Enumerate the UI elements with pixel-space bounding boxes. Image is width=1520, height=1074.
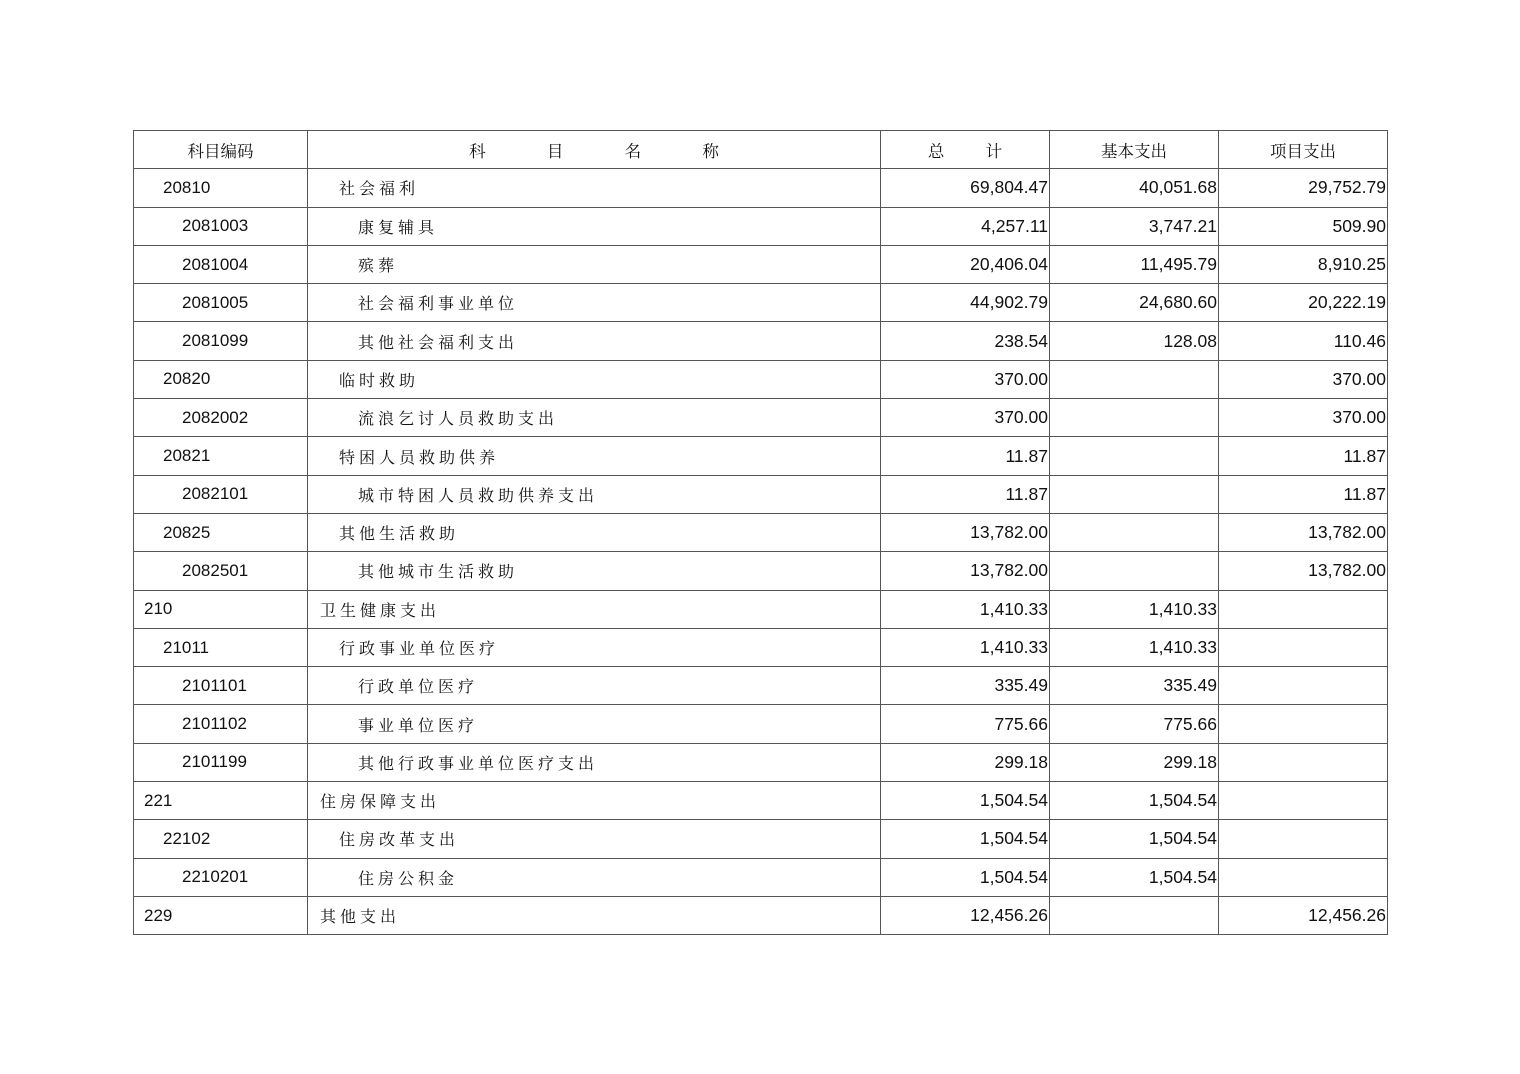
- row-name: 其他社会福利支出: [308, 322, 881, 360]
- row-total: 1,410.33: [881, 628, 1050, 666]
- table-row: [134, 360, 1388, 398]
- row-name: 殡葬: [308, 245, 881, 283]
- header-basic: 基本支出: [1050, 131, 1219, 169]
- table-row: [134, 475, 1388, 513]
- row-total: 12,456.26: [881, 896, 1050, 934]
- header-project: 项目支出: [1219, 131, 1388, 169]
- row-project: 13,782.00: [1219, 552, 1388, 590]
- row-name: 卫生健康支出: [308, 590, 881, 628]
- table-row: [134, 399, 1388, 437]
- row-basic: 1,504.54: [1050, 782, 1219, 820]
- row-code: 2082101: [134, 475, 308, 513]
- table-row: [134, 667, 1388, 705]
- row-total: 775.66: [881, 705, 1050, 743]
- row-total: 13,782.00: [881, 552, 1050, 590]
- row-basic: [1050, 475, 1219, 513]
- table-row: [134, 169, 1388, 207]
- row-code: 22102: [134, 820, 308, 858]
- table-row: [134, 552, 1388, 590]
- row-total: 1,504.54: [881, 858, 1050, 896]
- row-project: 11.87: [1219, 437, 1388, 475]
- row-basic: 40,051.68: [1050, 169, 1219, 207]
- row-total: 1,410.33: [881, 590, 1050, 628]
- row-project: [1219, 590, 1388, 628]
- row-project: 20,222.19: [1219, 284, 1388, 322]
- table-row: [134, 245, 1388, 283]
- row-project: 509.90: [1219, 207, 1388, 245]
- table-row: [134, 628, 1388, 666]
- row-project: 11.87: [1219, 475, 1388, 513]
- row-code: 2081099: [134, 322, 308, 360]
- row-total: 335.49: [881, 667, 1050, 705]
- row-name: 临时救助: [308, 360, 881, 398]
- row-name: 其他行政事业单位医疗支出: [308, 743, 881, 781]
- row-code: 20810: [134, 169, 308, 207]
- table-row: [134, 513, 1388, 551]
- row-basic: [1050, 896, 1219, 934]
- row-total: 13,782.00: [881, 513, 1050, 551]
- table-header: [134, 131, 1388, 169]
- row-name: 住房改革支出: [308, 820, 881, 858]
- row-total: 370.00: [881, 360, 1050, 398]
- row-name: 行政单位医疗: [308, 667, 881, 705]
- row-code: 2081003: [134, 207, 308, 245]
- row-basic: 1,504.54: [1050, 820, 1219, 858]
- row-name: 城市特困人员救助供养支出: [308, 475, 881, 513]
- row-name: 其他生活救助: [308, 513, 881, 551]
- budget-expenditure-table: [133, 130, 1388, 935]
- row-code: 2081004: [134, 245, 308, 283]
- row-code: 20821: [134, 437, 308, 475]
- row-basic: 1,410.33: [1050, 628, 1219, 666]
- row-project: [1219, 705, 1388, 743]
- row-project: 110.46: [1219, 322, 1388, 360]
- row-basic: [1050, 360, 1219, 398]
- row-name: 事业单位医疗: [308, 705, 881, 743]
- header-row: [134, 131, 1388, 169]
- table-row: [134, 437, 1388, 475]
- row-name: 住房保障支出: [308, 782, 881, 820]
- row-project: [1219, 743, 1388, 781]
- table-row: [134, 896, 1388, 934]
- row-project: 29,752.79: [1219, 169, 1388, 207]
- row-code: 2101101: [134, 667, 308, 705]
- row-total: 11.87: [881, 437, 1050, 475]
- row-name: 特困人员救助供养: [308, 437, 881, 475]
- table-row: [134, 858, 1388, 896]
- row-basic: 3,747.21: [1050, 207, 1219, 245]
- table-body: [134, 169, 1388, 935]
- row-project: [1219, 820, 1388, 858]
- row-name: 康复辅具: [308, 207, 881, 245]
- row-code: 2101102: [134, 705, 308, 743]
- row-code: 210: [134, 590, 308, 628]
- row-total: 1,504.54: [881, 782, 1050, 820]
- row-basic: 299.18: [1050, 743, 1219, 781]
- row-basic: 775.66: [1050, 705, 1219, 743]
- header-code: 科目编码: [134, 131, 308, 169]
- row-name: 流浪乞讨人员救助支出: [308, 399, 881, 437]
- row-total: 238.54: [881, 322, 1050, 360]
- row-total: 44,902.79: [881, 284, 1050, 322]
- row-basic: 1,504.54: [1050, 858, 1219, 896]
- row-code: 20820: [134, 360, 308, 398]
- row-total: 4,257.11: [881, 207, 1050, 245]
- row-code: 2210201: [134, 858, 308, 896]
- row-code: 21011: [134, 628, 308, 666]
- row-basic: 11,495.79: [1050, 245, 1219, 283]
- row-basic: 24,680.60: [1050, 284, 1219, 322]
- row-total: 69,804.47: [881, 169, 1050, 207]
- row-basic: 128.08: [1050, 322, 1219, 360]
- row-name: 行政事业单位医疗: [308, 628, 881, 666]
- row-basic: [1050, 437, 1219, 475]
- row-code: 2101199: [134, 743, 308, 781]
- row-name: 其他支出: [308, 896, 881, 934]
- row-code: 20825: [134, 513, 308, 551]
- table-row: [134, 322, 1388, 360]
- table-row: [134, 590, 1388, 628]
- row-project: 12,456.26: [1219, 896, 1388, 934]
- table-row: [134, 820, 1388, 858]
- row-project: [1219, 667, 1388, 705]
- row-basic: 1,410.33: [1050, 590, 1219, 628]
- row-total: 11.87: [881, 475, 1050, 513]
- row-basic: [1050, 513, 1219, 551]
- row-total: 370.00: [881, 399, 1050, 437]
- table-row: [134, 705, 1388, 743]
- row-project: [1219, 782, 1388, 820]
- row-code: 221: [134, 782, 308, 820]
- header-total: 总 计: [881, 131, 1050, 169]
- row-name: 其他城市生活救助: [308, 552, 881, 590]
- row-total: 299.18: [881, 743, 1050, 781]
- row-project: 370.00: [1219, 360, 1388, 398]
- row-code: 2081005: [134, 284, 308, 322]
- row-project: [1219, 628, 1388, 666]
- table-row: [134, 207, 1388, 245]
- row-project: 13,782.00: [1219, 513, 1388, 551]
- header-name: 科 目 名 称: [308, 131, 881, 169]
- row-name: 住房公积金: [308, 858, 881, 896]
- row-total: 1,504.54: [881, 820, 1050, 858]
- row-name: 社会福利: [308, 169, 881, 207]
- row-basic: [1050, 552, 1219, 590]
- table-row: [134, 743, 1388, 781]
- row-code: 2082501: [134, 552, 308, 590]
- table-row: [134, 284, 1388, 322]
- row-total: 20,406.04: [881, 245, 1050, 283]
- row-project: [1219, 858, 1388, 896]
- table-row: [134, 782, 1388, 820]
- row-basic: 335.49: [1050, 667, 1219, 705]
- row-name: 社会福利事业单位: [308, 284, 881, 322]
- row-project: 8,910.25: [1219, 245, 1388, 283]
- row-code: 2082002: [134, 399, 308, 437]
- row-project: 370.00: [1219, 399, 1388, 437]
- row-basic: [1050, 399, 1219, 437]
- row-code: 229: [134, 896, 308, 934]
